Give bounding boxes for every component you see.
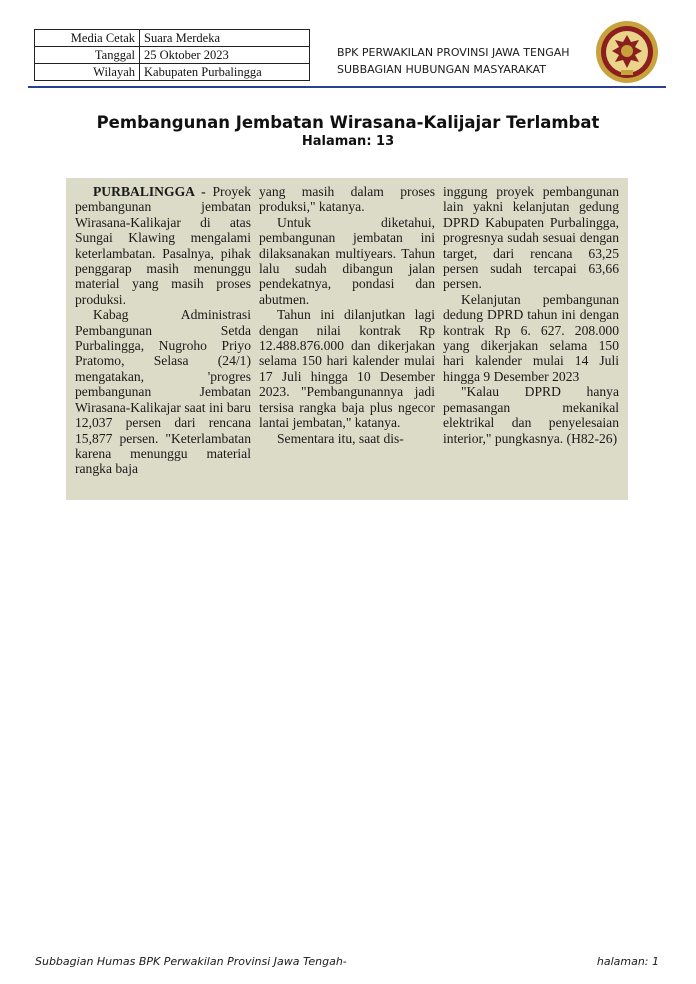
page-reference: Halaman: 13 [301,134,395,149]
media-label: Media Cetak [35,30,140,47]
media-info-table [34,29,310,81]
article-paragraph [75,184,251,307]
article-paragraph: yang masih dalam proses produksi," katanya. [259,184,435,215]
bpk-emblem-icon [594,18,660,86]
org-division: SUBBAGIAN HUBUNGAN MASYARAKAT [337,63,546,76]
organization-header [337,44,570,78]
dateline: PURBALINGGA - [93,184,206,199]
paragraph-text: Proyek pembangunan jembatan Wirasana-Kalikajar di atas Sungai Klawing mengalami keterlambatan. Pasalnya, pihak penggarap masih menunggu material yang masih proses produksi. [75,184,251,307]
article-paragraph: Kabag Administrasi Pembangunan Setda Purbalingga, Nugroho Priyo Pratomo, Selasa (24/1) mengatakan, 'progres pembangunan Jembatan Wirasana-Kalikajar saat ini baru 12,037 persen dari rencana 15,877 persen. "Keterlambatan karena menunggu material rangka baja [75,307,251,477]
date-label: Tanggal [35,47,140,64]
article-paragraph: "Kalau DPRD hanya pemasangan mekanikal elektrikal dan penyelesaian interior," pungkasnya. (H82-26) [443,384,619,446]
footer-page-number: halaman: 1 [596,955,659,968]
media-row [35,30,310,47]
article-paragraph: inggung proyek pembangunan lain yakni kelanjutan gedung DPRD Kabupaten Purbalingga, progresnya sudah sesuai dengan target, dari rencana 63,25 persen sudah tercapai 63,66 persen. [443,184,619,292]
region-row [35,64,310,81]
article-title: Pembangunan Jembatan Wirasana-Kalijajar Terlambat [96,113,600,132]
article-column-1 [75,184,251,494]
article-column-2 [259,184,435,494]
header-rule [28,86,666,88]
media-value: Suara Merdeka [140,30,310,47]
region-value: Kabupaten Purbalingga [140,64,310,81]
article-paragraph: Kelanjutan pembangunan dedung DPRD tahun ini dengan kontrak Rp 6. 627. 208.000 yang dikerjakan selama 150 hari kalender mulai 14 Juli hingga 9 Desember 2023 [443,291,619,384]
date-row [35,47,310,64]
region-label: Wilayah [35,64,140,81]
newspaper-clipping [66,178,628,500]
org-name: BPK PERWAKILAN PROVINSI JAWA TENGAH [337,46,570,59]
article-paragraph: Untuk diketahui, pembangunan jembatan ini dilaksanakan multiyears. Tahun lalu sudah dibangun jalan pendekatnya, pondasi dan abutmen. [259,214,435,307]
date-value: 25 Oktober 2023 [140,47,310,64]
article-paragraph: Tahun ini dilanjutkan lagi dengan nilai kontrak Rp 12.488.876.000 dan dikerjakan selama 150 hari kalender mulai 17 Juli hingga 10 Desember 2023. "Pembangunannya jadi tersisa rangka baja plus ngecor lantai jembatan," katanya. [259,307,435,431]
footer-organization: Subbagian Humas BPK Perwakilan Provinsi Jawa Tengah- [35,955,347,968]
article-paragraph: Sementara itu, saat dis- [277,430,404,446]
article-column-3 [443,184,619,494]
